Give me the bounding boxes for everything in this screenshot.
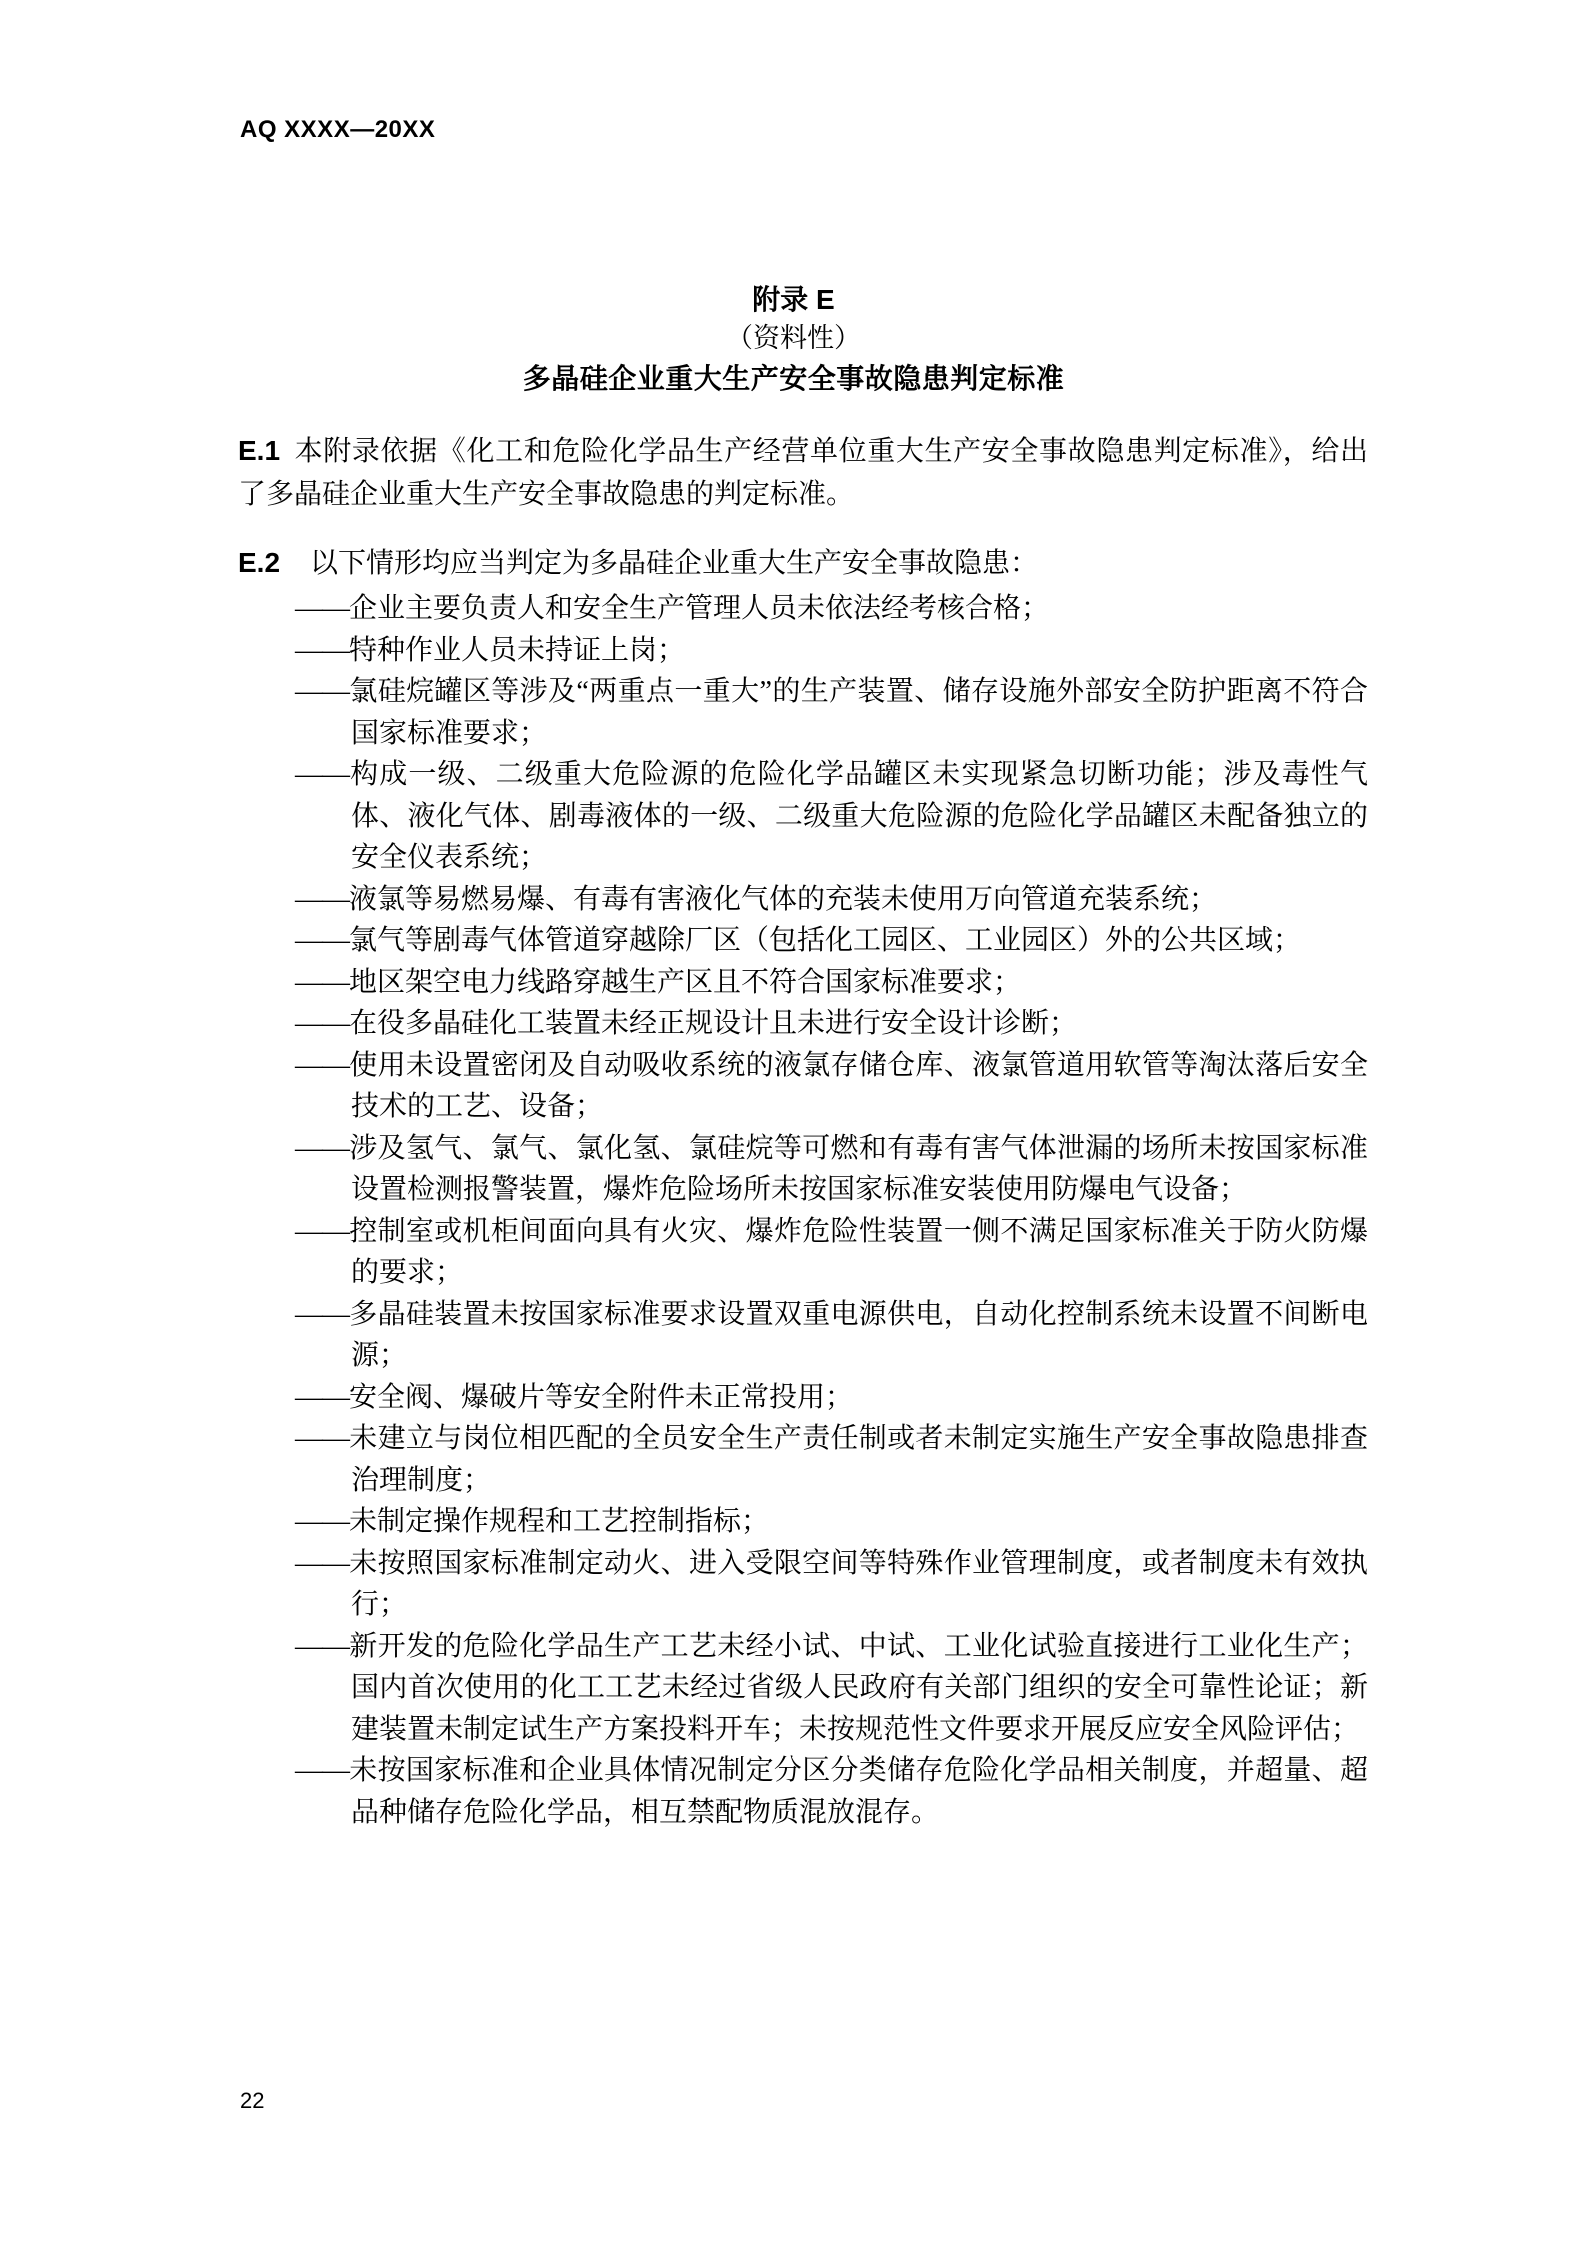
- appendix-heading: 附录 E: [752, 284, 835, 315]
- item-text: 涉及氢气、氯气、氯化氢、氯硅烷等可燃和有毒有害气体泄漏的场所未按国家标准设置检测报警装置，爆炸危险场所未按国家标准安装使用防爆电气设备；: [349, 1132, 1368, 1205]
- list-item: [295, 1211, 1368, 1294]
- list-item: [295, 1128, 1368, 1211]
- dash-prefix: ——: [295, 1423, 349, 1454]
- list-item: [295, 754, 1368, 879]
- item-text: 液氯等易燃易爆、有毒有害液化气体的充装未使用万向管道充装系统；: [349, 883, 1218, 915]
- item-text: 氯气等剧毒气体管道穿越除厂区（包括化工园区、工业园区）外的公共区域；: [349, 925, 1302, 956]
- body-content: [238, 429, 1368, 1833]
- list-item: [295, 671, 1368, 754]
- standard-code-header: AQ XXXX—20XX: [240, 116, 436, 143]
- item-text: 未制定操作规程和工艺控制指标；: [349, 1506, 770, 1537]
- dash-prefix: ——: [295, 883, 349, 915]
- item-text: 未建立与岗位相匹配的全员安全生产责任制或者未制定实施生产安全事故隐患排查治理制度；: [349, 1423, 1368, 1496]
- dash-prefix: ——: [295, 1547, 349, 1579]
- item-text: 氯硅烷罐区等涉及“两重点一重大”的生产装置、储存设施外部安全防护距离不符合国家标准要求；: [349, 676, 1368, 749]
- dash-prefix: ——: [295, 1215, 349, 1247]
- appendix-title: 多晶硅企业重大生产安全事故隐患判定标准: [522, 363, 1065, 394]
- list-item: [295, 1750, 1368, 1833]
- dash-prefix: ——: [295, 1755, 349, 1786]
- item-text: 安全阀、爆破片等安全附件未正常投用；: [349, 1381, 854, 1413]
- list-item: [295, 1377, 1368, 1419]
- list-item: [295, 1294, 1368, 1377]
- list-item: [295, 962, 1368, 1004]
- item-text: 构成一级、二级重大危险源的危险化学品罐区未实现紧急切断功能；涉及毒性气体、液化气体、剧毒液体的一级、二级重大危险源的危险化学品罐区未配备独立的安全仪表系统；: [349, 759, 1368, 873]
- hazard-criteria-list: [238, 588, 1368, 1833]
- section-e1-label: E.1: [238, 435, 281, 466]
- page-number: 22: [240, 2088, 265, 2113]
- list-item: [295, 879, 1368, 921]
- section-e1-text: 本附录依据《化工和危险化学品生产经营单位重大生产安全事故隐患判定标准》，给出了多晶硅企业重大生产安全事故隐患的判定标准。: [238, 436, 1368, 510]
- item-text: 未按照国家标准制定动火、进入受限空间等特殊作业管理制度，或者制度未有效执行；: [349, 1547, 1368, 1620]
- dash-prefix: ——: [295, 676, 349, 707]
- dash-prefix: ——: [295, 759, 349, 790]
- item-text: 控制室或机柜间面向具有火灾、爆炸危险性装置一侧不满足国家标准关于防火防爆的要求；: [349, 1215, 1368, 1288]
- section-e2-label: E.2: [238, 547, 281, 578]
- list-item: [295, 630, 1368, 672]
- dash-prefix: ——: [295, 1506, 349, 1537]
- list-item: [295, 588, 1368, 630]
- dash-prefix: ——: [295, 1008, 349, 1039]
- item-text: 企业主要负责人和安全生产管理人员未依法经考核合格；: [349, 593, 1050, 624]
- dash-prefix: ——: [295, 634, 349, 666]
- list-item: [295, 1543, 1368, 1626]
- item-text: 多晶硅装置未按国家标准要求设置双重电源供电，自动化控制系统未设置不间断电源；: [349, 1298, 1368, 1371]
- list-item: [295, 1418, 1368, 1501]
- dash-prefix: ——: [295, 1049, 349, 1081]
- dash-prefix: ——: [295, 1630, 349, 1662]
- list-item: [295, 920, 1368, 962]
- list-item: [295, 1626, 1368, 1751]
- dash-prefix: ——: [295, 925, 349, 956]
- item-text: 特种作业人员未持证上岗；: [349, 634, 686, 666]
- dash-prefix: ——: [295, 966, 349, 998]
- dash-prefix: ——: [295, 1298, 349, 1330]
- item-text: 未按国家标准和企业具体情况制定分区分类储存危险化学品相关制度，并超量、超品种储存危险化学品，相互禁配物质混放混存。: [349, 1755, 1368, 1828]
- item-text: 在役多晶硅化工装置未经正规设计且未进行安全设计诊断；: [349, 1008, 1078, 1039]
- dash-prefix: ——: [295, 593, 349, 624]
- item-text: 新开发的危险化学品生产工艺未经小试、中试、工业化试验直接进行工业化生产；国内首次使用的化工工艺未经过省级人民政府有关部门组织的安全可靠性论证；新建装置未制定试生产方案投料开车；未按规范性文件要求开展反应安全风险评估；: [349, 1630, 1368, 1745]
- list-item: [295, 1003, 1368, 1045]
- appendix-informative-note: （资料性）: [726, 323, 861, 353]
- item-text: 地区架空电力线路穿越生产区且不符合国家标准要求；: [349, 966, 1022, 998]
- section-e1: [238, 429, 1368, 516]
- section-e2-text: 以下情形均应当判定为多晶硅企业重大生产安全事故隐患：: [310, 548, 1039, 579]
- dash-prefix: ——: [295, 1132, 349, 1164]
- dash-prefix: ——: [295, 1381, 349, 1413]
- list-item: [295, 1045, 1368, 1128]
- appendix-title-block: [0, 281, 1587, 399]
- list-item: [295, 1501, 1368, 1543]
- section-e2: [238, 541, 1368, 585]
- item-text: 使用未设置密闭及自动吸收系统的液氯存储仓库、液氯管道用软管等淘汰落后安全技术的工艺、设备；: [349, 1049, 1368, 1122]
